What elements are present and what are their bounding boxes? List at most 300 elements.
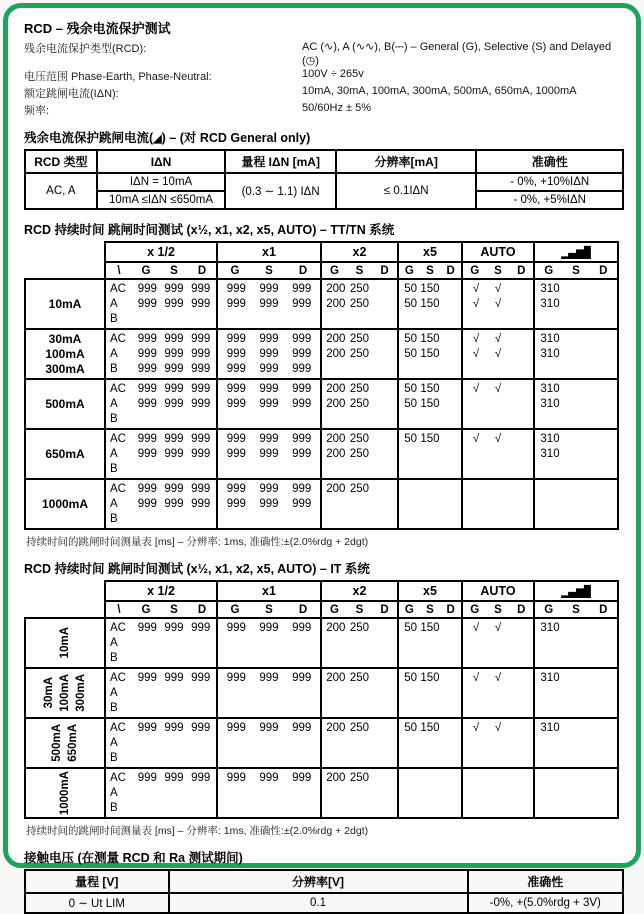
column-header: 准确性 — [476, 150, 623, 173]
cell-value: 999 — [164, 497, 184, 510]
gsd-grid — [399, 602, 461, 617]
value-line — [220, 311, 318, 326]
cell-value: 150 — [420, 432, 440, 445]
rcd-type-label: AC — [110, 382, 126, 395]
cell-value: 50 — [404, 397, 418, 410]
info-value: 10mA, 30mA, 100mA, 300mA, 500mA, 650mA, 1000mA — [302, 85, 577, 97]
gsd-label: D — [298, 603, 308, 616]
rcd-type-label: AC — [110, 721, 126, 734]
value-line — [537, 361, 615, 376]
contact-voltage-section-title: 接触电压 (在测量 RCD 和 Ra 测试期间) — [24, 851, 243, 865]
rcd-info-list — [24, 40, 620, 118]
value-cell-group — [321, 329, 398, 379]
cell-value: 310 — [540, 382, 560, 395]
value-line — [401, 511, 459, 526]
gsd-label: S — [170, 264, 178, 277]
value-line — [220, 620, 318, 635]
gsd-grid — [322, 263, 397, 278]
cell-value: 999 — [137, 282, 157, 295]
cell-value: 999 — [226, 397, 246, 410]
value-line — [465, 785, 531, 800]
gsd-label: S — [426, 264, 434, 277]
value-line — [537, 281, 615, 296]
cell-block — [106, 619, 216, 667]
cell-value: √ — [472, 721, 480, 734]
value-line — [465, 635, 531, 650]
value-line — [537, 461, 615, 476]
row-label — [25, 279, 105, 329]
value-line — [537, 331, 615, 346]
row-label — [25, 668, 105, 718]
group-header: x2 — [321, 581, 398, 601]
row-label — [25, 618, 105, 668]
cell-value: 250 — [349, 382, 370, 395]
value-line — [108, 311, 214, 326]
cell-value: 999 — [292, 671, 312, 684]
cell-value: 999 — [191, 497, 211, 510]
cell-value: 999 — [164, 332, 184, 345]
rcd-type-label: B — [110, 512, 118, 525]
value-line — [465, 496, 531, 511]
value-cell-group — [462, 329, 534, 379]
gsd-grid — [535, 263, 617, 278]
cell-value: 999 — [137, 362, 157, 375]
gsd-label: S — [494, 603, 502, 616]
cell-value: 250 — [349, 771, 370, 784]
value-line — [108, 381, 214, 396]
value-cell-group — [217, 618, 321, 668]
value-cell-group — [217, 718, 321, 768]
ramp-icon — [534, 581, 618, 601]
gsd-subheader — [105, 601, 217, 618]
rcd-type-label: B — [110, 362, 118, 375]
gsd-subheader — [398, 262, 462, 279]
cell-block — [463, 280, 533, 328]
gsd-subheader — [105, 262, 217, 279]
value-line — [324, 296, 395, 311]
value-line — [401, 750, 459, 765]
rcd-type-label: A — [110, 786, 118, 799]
value-cell-group — [534, 329, 618, 379]
header-spacer — [25, 581, 105, 601]
gsd-grid — [399, 263, 461, 278]
tt-footnote: 持续时间的跳闸时间测量表 [ms] – 分辨率: 1ms, 准确性:±(2.0%rdg + 2dgt) — [26, 536, 369, 548]
rcd-type-label: AC — [110, 621, 126, 634]
table-row — [25, 429, 618, 479]
value-cell-group — [462, 768, 534, 818]
value-line — [401, 800, 459, 815]
row-label — [25, 479, 105, 529]
cell-value: 200 — [326, 771, 346, 784]
cell-block — [535, 480, 617, 528]
gsd-label: S — [426, 603, 434, 616]
value-line — [537, 785, 615, 800]
cell-value: √ — [494, 721, 502, 734]
table-row — [25, 279, 618, 329]
cell-value: 999 — [164, 721, 184, 734]
cell-value: √ — [472, 382, 480, 395]
vertical-label-wrap — [26, 724, 104, 762]
cell-value: 250 — [349, 721, 370, 734]
value-line — [220, 346, 318, 361]
value-line — [108, 296, 214, 311]
value-cell-group — [105, 718, 217, 768]
cell-value: 150 — [420, 382, 440, 395]
cell-value: 999 — [137, 497, 157, 510]
gsd-subheader — [462, 601, 534, 618]
cell-value: 50 — [404, 621, 418, 634]
value-line — [324, 720, 395, 735]
current-label: 500mA — [45, 396, 85, 411]
value-line — [465, 481, 531, 496]
cell-value: 999 — [259, 721, 279, 734]
rcd-type-label: AC — [110, 771, 126, 784]
cell-value: 999 — [137, 721, 157, 734]
cell-value: 310 — [540, 621, 560, 634]
value-line — [324, 785, 395, 800]
cell-value: 999 — [137, 432, 157, 445]
gsd-label: S — [355, 264, 364, 277]
value-line — [220, 396, 318, 411]
value-line — [537, 635, 615, 650]
value-cell-group — [398, 618, 462, 668]
value-line — [108, 735, 214, 750]
value-line — [401, 785, 459, 800]
cell-value: 250 — [349, 447, 370, 460]
trip-current-section-title: 残余电流保护跳闸电流(◢) – (对 RCD General only) — [24, 131, 311, 145]
cell-value: 999 — [191, 297, 211, 310]
value-cell-group — [321, 429, 398, 479]
cell-value: 50 — [404, 671, 418, 684]
page-frame — [3, 3, 641, 910]
cell-value: 250 — [349, 397, 370, 410]
gsd-label: G — [404, 264, 414, 277]
value-line — [401, 346, 459, 361]
cell-value: 999 — [226, 432, 246, 445]
ramp-icon: ◢ — [153, 133, 162, 145]
value-line — [220, 481, 318, 496]
value-line — [465, 281, 531, 296]
value-line — [324, 800, 395, 815]
value-line — [537, 496, 615, 511]
cell-value: 999 — [226, 771, 246, 784]
value-cell-group — [534, 479, 618, 529]
value-cell-group — [105, 618, 217, 668]
rcd-type-label: A — [110, 497, 118, 510]
value-cell-group — [217, 379, 321, 429]
cell-value: 150 — [420, 282, 440, 295]
table-row — [25, 379, 618, 429]
cell-value: 999 — [137, 671, 157, 684]
value-line — [108, 650, 214, 665]
value-line — [324, 635, 395, 650]
value-line — [220, 785, 318, 800]
value-line — [108, 785, 214, 800]
gsd-label: G — [470, 603, 480, 616]
cell-value: √ — [472, 332, 480, 345]
cell-value: 200 — [326, 721, 346, 734]
group-header: x1 — [217, 242, 321, 262]
value-line — [537, 481, 615, 496]
gsd-label: S — [494, 264, 502, 277]
cell-value: 999 — [164, 297, 184, 310]
group-header-row — [25, 581, 618, 601]
cell-value: 200 — [326, 397, 346, 410]
cell-block — [399, 330, 461, 378]
value-line — [401, 481, 459, 496]
value-cell-group — [462, 618, 534, 668]
value-line — [537, 750, 615, 765]
value-line — [465, 361, 531, 376]
cell-value: 310 — [540, 332, 560, 345]
header-spacer — [25, 262, 105, 279]
value-line — [465, 750, 531, 765]
value-line — [324, 331, 395, 346]
slash-label: \ — [117, 603, 121, 616]
value-line — [324, 770, 395, 785]
current-label: 30mA — [43, 677, 55, 709]
cell-value: 999 — [259, 621, 279, 634]
value-line — [220, 296, 318, 311]
accuracy-cell: -0%, +(5.0%rdg + 3V) — [468, 893, 623, 913]
row-label — [25, 379, 105, 429]
value-cell-group — [105, 329, 217, 379]
value-line — [324, 346, 395, 361]
value-line — [324, 396, 395, 411]
cell-block — [322, 380, 397, 428]
slash-label: \ — [117, 264, 121, 277]
current-label: 650mA — [45, 446, 85, 461]
value-line — [537, 346, 615, 361]
cell-block — [218, 430, 320, 478]
row-label — [25, 768, 105, 818]
gsd-grid — [106, 602, 216, 617]
value-cell-group — [462, 429, 534, 479]
cell-value: 50 — [404, 282, 418, 295]
value-line — [401, 296, 459, 311]
value-line — [220, 331, 318, 346]
cell-value: 250 — [349, 332, 370, 345]
gsd-subheader — [534, 262, 618, 279]
value-cell-group — [321, 379, 398, 429]
value-line — [401, 496, 459, 511]
it-duration-table — [24, 580, 619, 819]
value-line — [465, 446, 531, 461]
value-line — [220, 446, 318, 461]
value-line — [324, 620, 395, 635]
cell-value: 999 — [137, 332, 157, 345]
gsd-label: G — [544, 603, 554, 616]
rcd-type-label: A — [110, 736, 118, 749]
cell-value: 250 — [349, 297, 370, 310]
gsd-subheader — [321, 262, 398, 279]
value-line — [401, 670, 459, 685]
cell-value: √ — [494, 432, 502, 445]
table-row — [25, 479, 618, 529]
gsd-grid — [322, 602, 397, 617]
cell-value: 310 — [540, 432, 560, 445]
value-line — [220, 670, 318, 685]
group-header: x 1/2 — [105, 242, 217, 262]
tt-tn-duration-table — [24, 241, 619, 530]
value-cell-group — [398, 329, 462, 379]
cell-value: 250 — [349, 671, 370, 684]
value-line — [324, 511, 395, 526]
value-cell-group — [462, 718, 534, 768]
it-footnote: 持续时间的跳闸时间测量表 [ms] – 分辨率: 1ms, 准确性:±(2.0%rdg + 2dgt) — [26, 825, 369, 837]
value-line — [465, 431, 531, 446]
value-line — [324, 431, 395, 446]
cell-value: 999 — [191, 347, 211, 360]
gsd-subheader — [398, 601, 462, 618]
cell-block — [106, 719, 216, 767]
value-cell-group — [534, 618, 618, 668]
value-line — [465, 396, 531, 411]
cell-value: 999 — [191, 382, 211, 395]
group-header-row — [25, 242, 618, 262]
idn-cell: 10mA ≤IΔN ≤650mA — [97, 191, 226, 209]
cell-block — [399, 719, 461, 767]
cell-value: 999 — [292, 621, 312, 634]
subheader-row — [25, 601, 618, 618]
info-label: 额定跳闸电流(IΔN): — [24, 88, 119, 100]
cell-value: √ — [494, 297, 502, 310]
gsd-label: D — [197, 603, 207, 616]
current-label: 650mA — [67, 724, 79, 762]
value-line — [465, 331, 531, 346]
cell-value: 999 — [292, 771, 312, 784]
cell-value: 999 — [191, 671, 211, 684]
cell-block — [535, 769, 617, 817]
rcd-type-label: A — [110, 397, 118, 410]
gsd-grid — [218, 602, 320, 617]
tt-tn-section-title: RCD 持续时间 跳闸时间测试 (x½, x1, x2, x5, AUTO) – TT/TN 系统 — [24, 223, 395, 237]
value-line — [108, 720, 214, 735]
value-line — [108, 346, 214, 361]
cell-value: 999 — [259, 671, 279, 684]
cell-value: 310 — [540, 282, 560, 295]
cell-block — [535, 380, 617, 428]
cell-value: 999 — [259, 347, 279, 360]
cell-value: 999 — [292, 297, 312, 310]
value-cell-group — [462, 668, 534, 718]
group-header: x5 — [398, 581, 462, 601]
cell-value: 999 — [226, 282, 246, 295]
value-line — [465, 346, 531, 361]
cell-value: 200 — [326, 332, 346, 345]
column-header: 准确性 — [468, 870, 623, 893]
info-label: 残余电流保护类型(RCD): — [24, 43, 147, 55]
cell-block — [399, 280, 461, 328]
value-line — [537, 720, 615, 735]
value-cell-group — [398, 668, 462, 718]
cell-value: 50 — [404, 721, 418, 734]
value-line — [220, 281, 318, 296]
gsd-subheader — [217, 262, 321, 279]
value-cell-group — [398, 279, 462, 329]
cell-value: 150 — [420, 621, 440, 634]
cell-value: 150 — [420, 671, 440, 684]
cell-value: 999 — [226, 497, 246, 510]
rcd-type-label: B — [110, 651, 118, 664]
value-cell-group — [398, 379, 462, 429]
value-line — [220, 770, 318, 785]
cell-value: 999 — [191, 332, 211, 345]
cell-value: 999 — [292, 482, 312, 495]
value-line — [108, 620, 214, 635]
cell-value: 999 — [226, 482, 246, 495]
value-line — [465, 650, 531, 665]
cell-value: 200 — [326, 621, 346, 634]
cell-block — [535, 619, 617, 667]
value-line — [220, 700, 318, 715]
cell-value: 150 — [420, 332, 440, 345]
value-cell-group — [321, 718, 398, 768]
cell-block — [322, 719, 397, 767]
value-line — [108, 396, 214, 411]
current-label: 10mA — [59, 627, 71, 659]
gsd-label: D — [380, 603, 389, 616]
value-cell-group — [462, 279, 534, 329]
column-header: IΔN — [97, 150, 226, 173]
cell-value: 999 — [164, 432, 184, 445]
cell-block — [106, 430, 216, 478]
value-cell-group — [398, 718, 462, 768]
cell-value: 999 — [259, 497, 279, 510]
column-header: RCD 类型 — [25, 150, 97, 173]
value-line — [324, 481, 395, 496]
cell-block — [218, 380, 320, 428]
group-header: x5 — [398, 242, 462, 262]
cell-value: 50 — [404, 432, 418, 445]
value-line — [537, 620, 615, 635]
cell-value: 999 — [259, 362, 279, 375]
range-cell: (0.3 ∼ 1.1) IΔN — [225, 173, 336, 209]
cell-block — [399, 480, 461, 528]
cell-value: 999 — [164, 671, 184, 684]
cell-value: 999 — [259, 397, 279, 410]
cell-value: √ — [472, 347, 480, 360]
cell-block — [463, 480, 533, 528]
value-line — [108, 670, 214, 685]
value-cell-group — [217, 429, 321, 479]
value-line — [537, 800, 615, 815]
gsd-label: G — [230, 264, 240, 277]
cell-value: 200 — [326, 447, 346, 460]
cell-block — [218, 669, 320, 717]
value-cell-group — [321, 479, 398, 529]
value-line — [220, 496, 318, 511]
table-row — [25, 618, 618, 668]
cell-value: 999 — [137, 297, 157, 310]
value-line — [108, 496, 214, 511]
gsd-grid — [106, 263, 216, 278]
value-cell-group — [321, 279, 398, 329]
cell-block — [218, 330, 320, 378]
idn-cell: IΔN = 10mA — [97, 173, 226, 191]
cell-value: 50 — [404, 382, 418, 395]
group-header: x1 — [217, 581, 321, 601]
value-line — [108, 635, 214, 650]
gsd-grid — [463, 263, 533, 278]
value-line — [401, 446, 459, 461]
cell-value: 310 — [540, 671, 560, 684]
cell-block — [106, 330, 216, 378]
cell-value: 999 — [226, 721, 246, 734]
value-line — [324, 670, 395, 685]
value-line — [108, 511, 214, 526]
cell-value: 200 — [326, 432, 346, 445]
